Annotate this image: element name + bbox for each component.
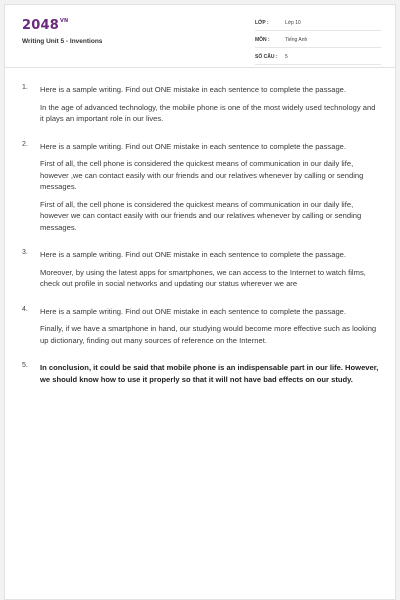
question-number: 3. [22, 249, 28, 256]
meta-label: MÔN : [255, 37, 270, 43]
question-passage: In the age of advanced technology, the mobile phone is one of the most widely used technology and it plays an important role in our lives. [40, 102, 376, 123]
question-number: 4. [22, 305, 28, 313]
question-list [22, 84, 380, 401]
meta-row-subject [255, 34, 381, 48]
question-number: 1. [22, 84, 28, 91]
question-passage: Moreover, by using the latest apps for smartphones, we can access to the Internet to watch films, check out profile in social networks and updating our status wherever we are [40, 267, 366, 288]
question-prompt: Here is a sample writing. Find out ONE mistake in each sentence to complete the passage. [40, 306, 347, 316]
question-item [22, 362, 380, 385]
meta-label: SỐ CÂU : [255, 54, 278, 60]
worksheet-title: Writing Unit 5 - Inventions [22, 38, 103, 45]
question-item [22, 141, 380, 234]
worksheet-meta [255, 17, 381, 68]
question-number: 2. [22, 140, 28, 148]
question-prompt: Here is a sample writing. Find out ONE mistake in each sentence to complete the passage. [40, 250, 347, 259]
question-passage: Finally, if we have a smartphone in hand, our studying would become more effective such as looking up dictionary, finding out many sources of reference on the Internet. [40, 324, 377, 345]
question-number: 5. [22, 362, 28, 369]
site-logo[interactable] [22, 18, 68, 33]
meta-value: 5 [285, 54, 288, 60]
meta-row-class [255, 17, 381, 31]
worksheet-header [5, 5, 395, 67]
worksheet-page [4, 4, 396, 600]
question-item [22, 249, 380, 290]
question-prompt: In conclusion, it could be said that mobile phone is an indispensable part in our life. However, we should know how to use it properly so that it will not have bad effects on our study. [40, 363, 379, 384]
question-passage: First of all, the cell phone is considered the quickest means of communication in our daily life, however we can contact easily with our friends and our relatives whenever by calling or sending messages. [40, 199, 362, 232]
question-item [22, 84, 380, 125]
meta-label: LỚP : [255, 20, 269, 26]
question-prompt: Here is a sample writing. Find out ONE mistake in each sentence to complete the passage. [40, 141, 347, 151]
logo-text: 2048 [22, 18, 59, 33]
meta-value: Tiếng Anh [285, 37, 308, 43]
header-divider [5, 67, 395, 68]
question-passage: First of all, the cell phone is considered the quickest means of communication in our daily life, however ,we can contact easily with our friends and our relatives whenever by calling or sending messages. [40, 159, 364, 191]
logo-suffix: VN [59, 18, 69, 24]
meta-value: Lớp 10 [285, 20, 301, 26]
question-item [22, 306, 380, 347]
question-prompt: Here is a sample writing. Find out ONE mistake in each sentence to complete the passage. [40, 85, 347, 94]
meta-row-question-count [255, 51, 381, 65]
